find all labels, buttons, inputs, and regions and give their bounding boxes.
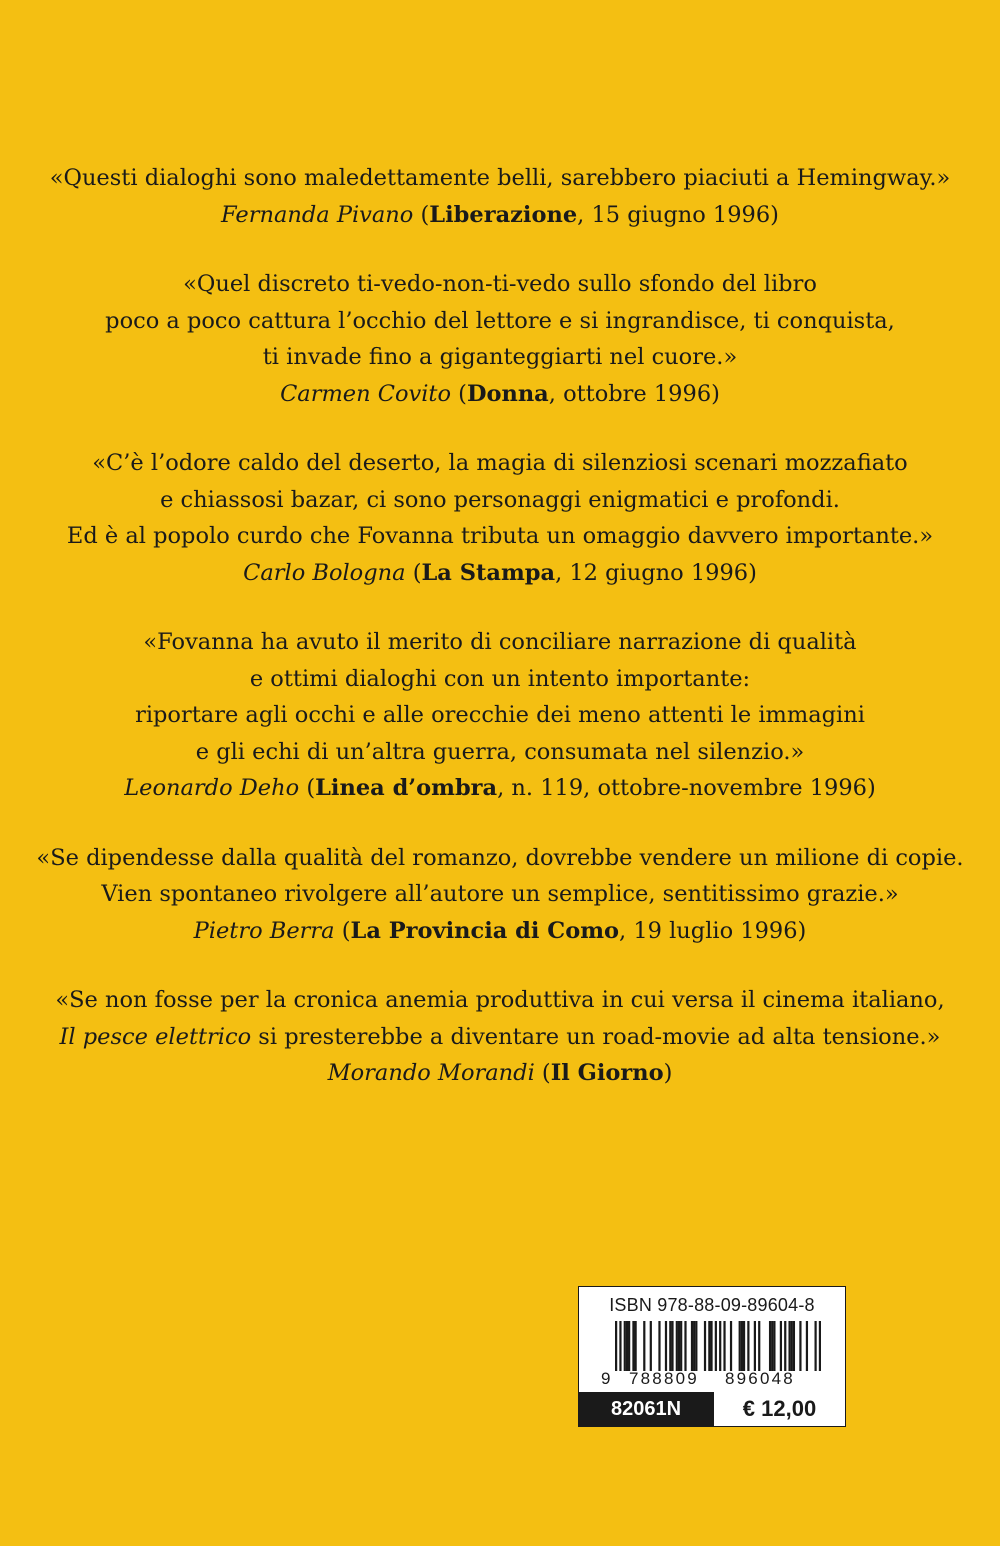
barcode-bar [708, 1321, 710, 1371]
barcode-digit-group-1: 788809 [629, 1369, 699, 1388]
barcode-bar [678, 1321, 680, 1371]
price: € 12,00 [713, 1392, 845, 1426]
barcode-bar [680, 1321, 682, 1371]
price-row [579, 1392, 845, 1426]
quote-berra [0, 840, 1000, 950]
quote-text: Ed è al popolo curdo che Fovanna tributa un omaggio davvero importante.» [66, 523, 934, 549]
barcode-bar [626, 1321, 628, 1371]
quote-date: , 19 luglio 1996) [619, 917, 807, 944]
quote-morandi [0, 982, 1000, 1092]
quote-attribution: Carlo Bologna (La Stampa, 12 giugno 1996) [243, 559, 757, 586]
quote-text: «Se dipendesse dalla qualità del romanzo, dovrebbe vendere un milione di copie. [36, 844, 964, 871]
barcode-bar [793, 1321, 795, 1371]
barcode-bar [619, 1321, 621, 1371]
isbn-label: ISBN 978-88-09-89604-8 [609, 1295, 815, 1315]
quote-pivano [0, 160, 1000, 233]
barcode-bar [771, 1321, 773, 1371]
quote-text: e chiassosi bazar, ci sono personaggi enigmatici e profondi. [160, 486, 840, 513]
quote-source: La Stampa [421, 559, 556, 586]
quote-text: e gli echi di un’altra guerra, consumata nel silenzio.» [195, 738, 805, 765]
barcode-bar [739, 1321, 741, 1371]
barcode-box [578, 1286, 846, 1427]
quote-date: , 12 giugno 1996) [555, 559, 757, 586]
barcode-bar [784, 1321, 786, 1371]
product-code: 82061N [579, 1392, 713, 1426]
quote-author: Morando Morandi [327, 1060, 535, 1086]
barcode-bar [719, 1321, 721, 1371]
barcode-bar [624, 1321, 626, 1371]
quote-text [0, 1019, 1000, 1056]
quote-attribution: Carmen Covito (Donna, ottobre 1996) [280, 380, 720, 407]
quote-text-rest: si presterebbe a diventare un road-movie ad alta tensione.» [251, 1023, 941, 1050]
barcode-bar [693, 1321, 695, 1371]
barcode-bar [632, 1321, 634, 1371]
quote-author: Pietro Berra [193, 917, 335, 944]
quote-text: poco a poco cattura l’occhio del lettore e si ingrandisce, ti conquista, [105, 307, 895, 334]
barcode-bar [650, 1321, 652, 1371]
barcode-bar [684, 1321, 686, 1371]
barcode-bar [671, 1321, 673, 1371]
barcode-bar [704, 1321, 706, 1371]
quote-text: «Quel discreto ti-vedo-non-ti-vedo sullo sfondo del libro [183, 271, 817, 297]
quote-text: «C’è l’odore caldo del deserto, la magia di silenziosi scenari mozzafiato [92, 450, 908, 476]
barcode-bar [780, 1321, 782, 1371]
quote-source: Donna [466, 380, 549, 407]
barcode-bar [754, 1321, 756, 1371]
quote-text: riportare agli occhi e alle orecchie dei meno attenti le immagini [135, 702, 865, 728]
barcode-bar [758, 1321, 760, 1371]
barcode-icon [615, 1321, 821, 1371]
barcode-bar [615, 1321, 617, 1371]
quote-author: Carlo Bologna [243, 559, 406, 586]
barcode-bar [723, 1321, 725, 1371]
quote-author: Fernanda Pivano [221, 201, 414, 228]
barcode-bar [695, 1321, 697, 1371]
barcode-bar [743, 1321, 745, 1371]
quote-bologna [0, 445, 1000, 591]
barcode-bar [643, 1321, 645, 1371]
quote-text: «Questi dialoghi sono maledettamente belli, sarebbero piaciuti a Hemingway.» [49, 165, 951, 191]
barcode-bar [691, 1321, 693, 1371]
quote-source: Linea d’ombra [315, 775, 498, 801]
quote-attribution: Morando Morandi (Il Giorno) [327, 1060, 673, 1086]
quote-text: e ottimi dialoghi con un intento importante: [249, 665, 751, 692]
barcode-bar [819, 1321, 821, 1371]
barcode-bar [710, 1321, 712, 1371]
barcode-bar [806, 1321, 808, 1371]
barcode-bar [773, 1321, 775, 1371]
quote-text: ti invade fino a giganteggiarti nel cuore.» [262, 344, 738, 370]
barcode-bar [788, 1321, 790, 1371]
quote-author: Carmen Covito [280, 380, 451, 407]
quote-attribution: Leonardo Deho (Linea d’ombra, n. 119, ottobre-novembre 1996) [124, 775, 876, 801]
barcode-bar [669, 1321, 671, 1371]
quote-attribution: Pietro Berra (La Provincia di Como, 19 luglio 1996) [193, 917, 807, 944]
barcode-bar [730, 1321, 732, 1371]
barcode-bar [658, 1321, 660, 1371]
quote-date: , 15 giugno 1996) [577, 201, 779, 228]
quote-deho [0, 624, 1000, 807]
barcode-bar [747, 1321, 749, 1371]
barcode-bar [769, 1321, 771, 1371]
barcode-lead-digit: 9 [601, 1369, 611, 1388]
quote-date: , n. 119, ottobre-novembre 1996) [497, 775, 876, 801]
barcode-bar [799, 1321, 801, 1371]
quote-date: , ottobre 1996) [548, 380, 720, 407]
quote-text: «Fovanna ha avuto il merito di conciliare narrazione di qualità [143, 629, 857, 655]
quote-date: ) [663, 1060, 673, 1086]
review-quotes [0, 160, 1000, 1125]
barcode-bar [814, 1321, 816, 1371]
barcode-digit-group-2: 896048 [725, 1369, 795, 1388]
barcode-bar [741, 1321, 743, 1371]
quote-author: Leonardo Deho [124, 775, 300, 801]
quote-text: Vien spontaneo rivolgere all’autore un semplice, sentitissimo grazie.» [101, 881, 899, 907]
barcode-bar [665, 1321, 667, 1371]
quote-source: Liberazione [429, 201, 578, 228]
quote-source: La Provincia di Como [350, 917, 620, 944]
barcode-bar [635, 1321, 637, 1371]
quote-text: «Se non fosse per la cronica anemia produttiva in cui versa il cinema italiano, [55, 987, 945, 1013]
quote-attribution: Fernanda Pivano (Liberazione, 15 giugno 1996) [221, 201, 779, 228]
barcode-bar [791, 1321, 793, 1371]
barcode-bar [715, 1321, 717, 1371]
barcode-bar [676, 1321, 678, 1371]
quote-source: Il Giorno [550, 1060, 664, 1086]
book-title: Il pesce elettrico [59, 1023, 252, 1050]
quote-covito [0, 266, 1000, 412]
barcode-bar [628, 1321, 630, 1371]
